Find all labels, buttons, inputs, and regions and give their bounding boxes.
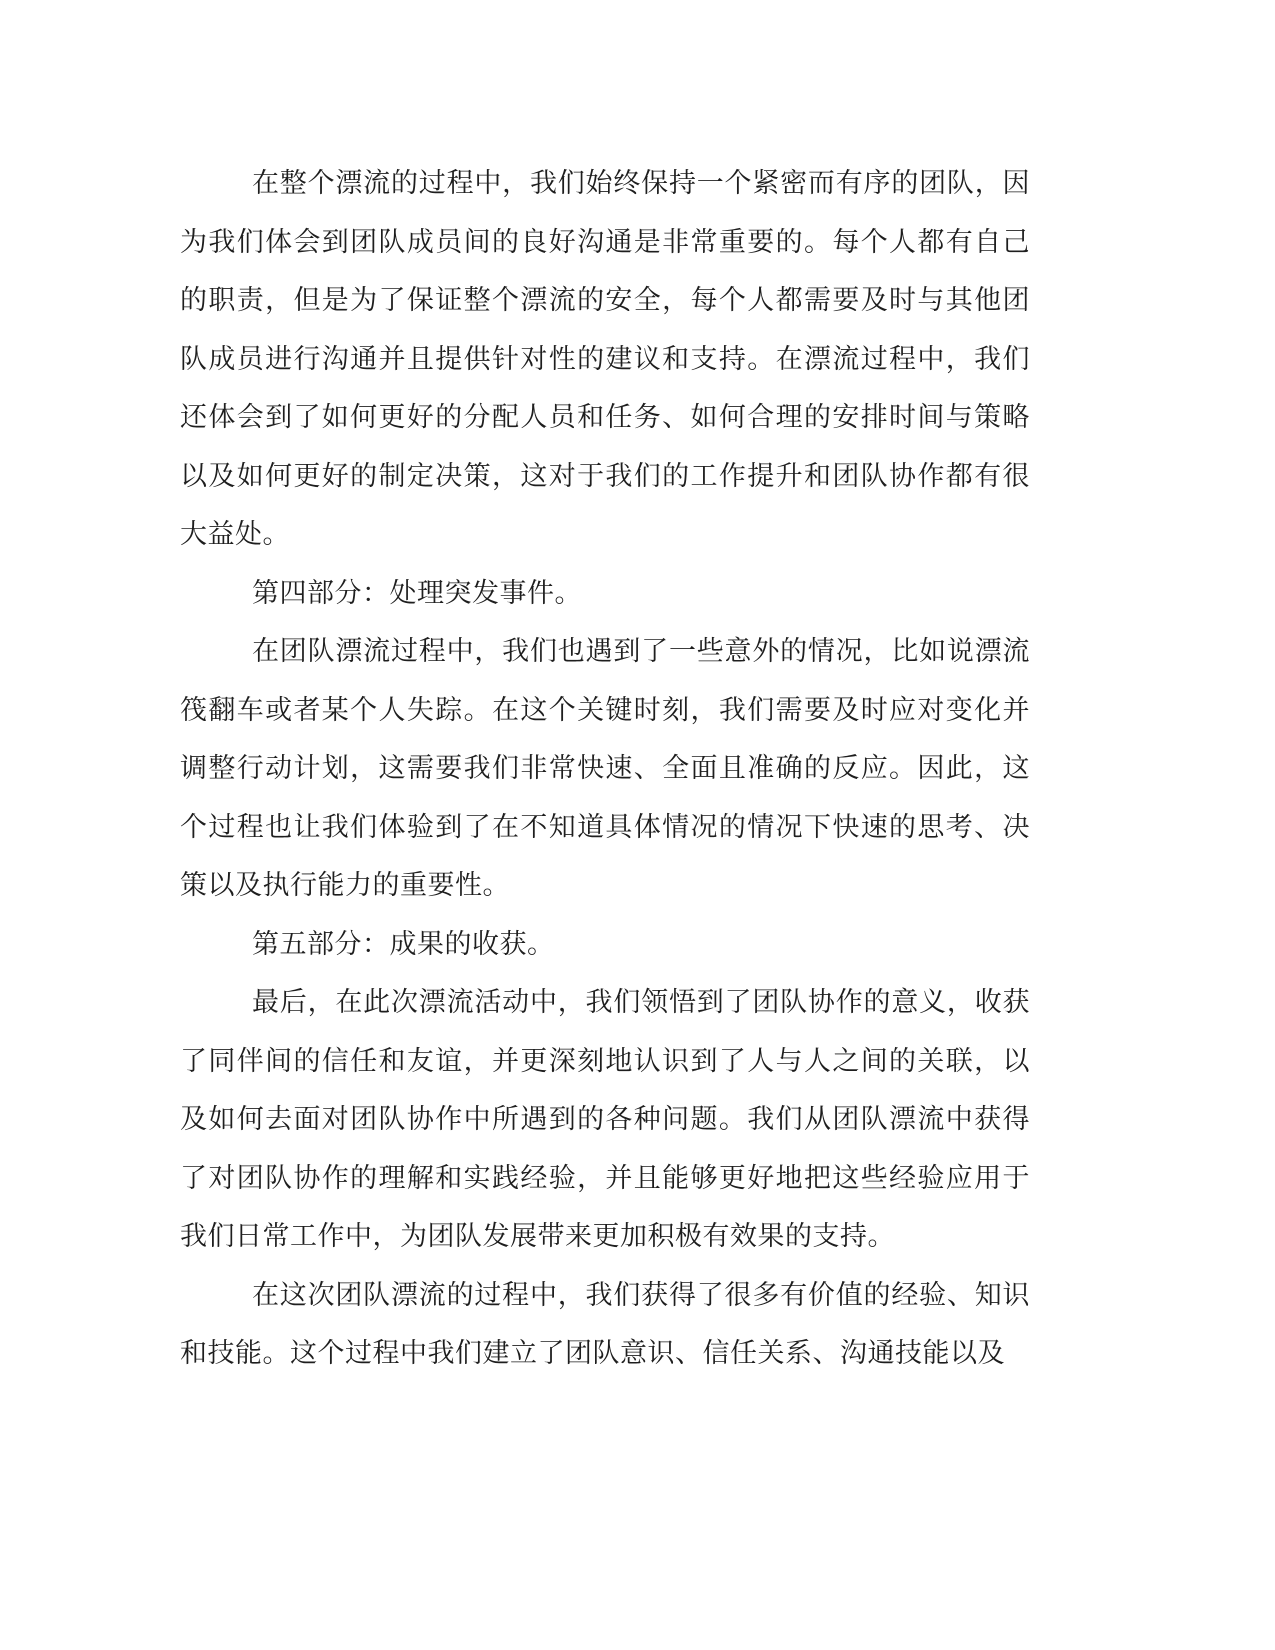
document-body bbox=[180, 155, 1030, 1384]
paragraph-teamwork-communication: 在整个漂流的过程中，我们始终保持一个紧密而有序的团队，因为我们体会到团队成员间的良好沟通是非常重要的。每个人都有自己的职责，但是为了保证整个漂流的安全，每个人都需要及时与其他团队成员进行沟通并且提供针对性的建议和支持。在漂流过程中，我们还体会到了如何更好的分配人员和任务、如何合理的安排时间与策略以及如何更好的制定决策，这对于我们的工作提升和团队协作都有很大益处。 bbox=[180, 168, 1030, 550]
paragraph-results: 最后，在此次漂流活动中，我们领悟到了团队协作的意义，收获了同伴间的信任和友谊，并更深刻地认识到了人与人之间的关联，以及如何去面对团队协作中所遇到的各种问题。我们从团队漂流中获得了对团队协作的理解和实践经验，并且能够更好地把这些经验应用于我们日常工作中，为团队发展带来更加积极有效果的支持。 bbox=[180, 987, 1030, 1252]
section-heading-part-four: 第四部分：处理突发事件。 bbox=[252, 577, 582, 609]
paragraph-conclusion: 在这次团队漂流的过程中，我们获得了很多有价值的经验、知识和技能。这个过程中我们建立了团队意识、信任关系、沟通技能以及 bbox=[180, 1279, 1030, 1369]
section-heading-part-five: 第五部分：成果的收获。 bbox=[252, 928, 555, 960]
paragraph-emergencies: 在团队漂流过程中，我们也遇到了一些意外的情况，比如说漂流筏翻车或者某个人失踪。在这个关键时刻，我们需要及时应对变化并调整行动计划，这需要我们非常快速、全面且准确的反应。因此，这个过程也让我们体验到了在不知道具体情况的情况下快速的思考、决策以及执行能力的重要性。 bbox=[180, 636, 1030, 901]
